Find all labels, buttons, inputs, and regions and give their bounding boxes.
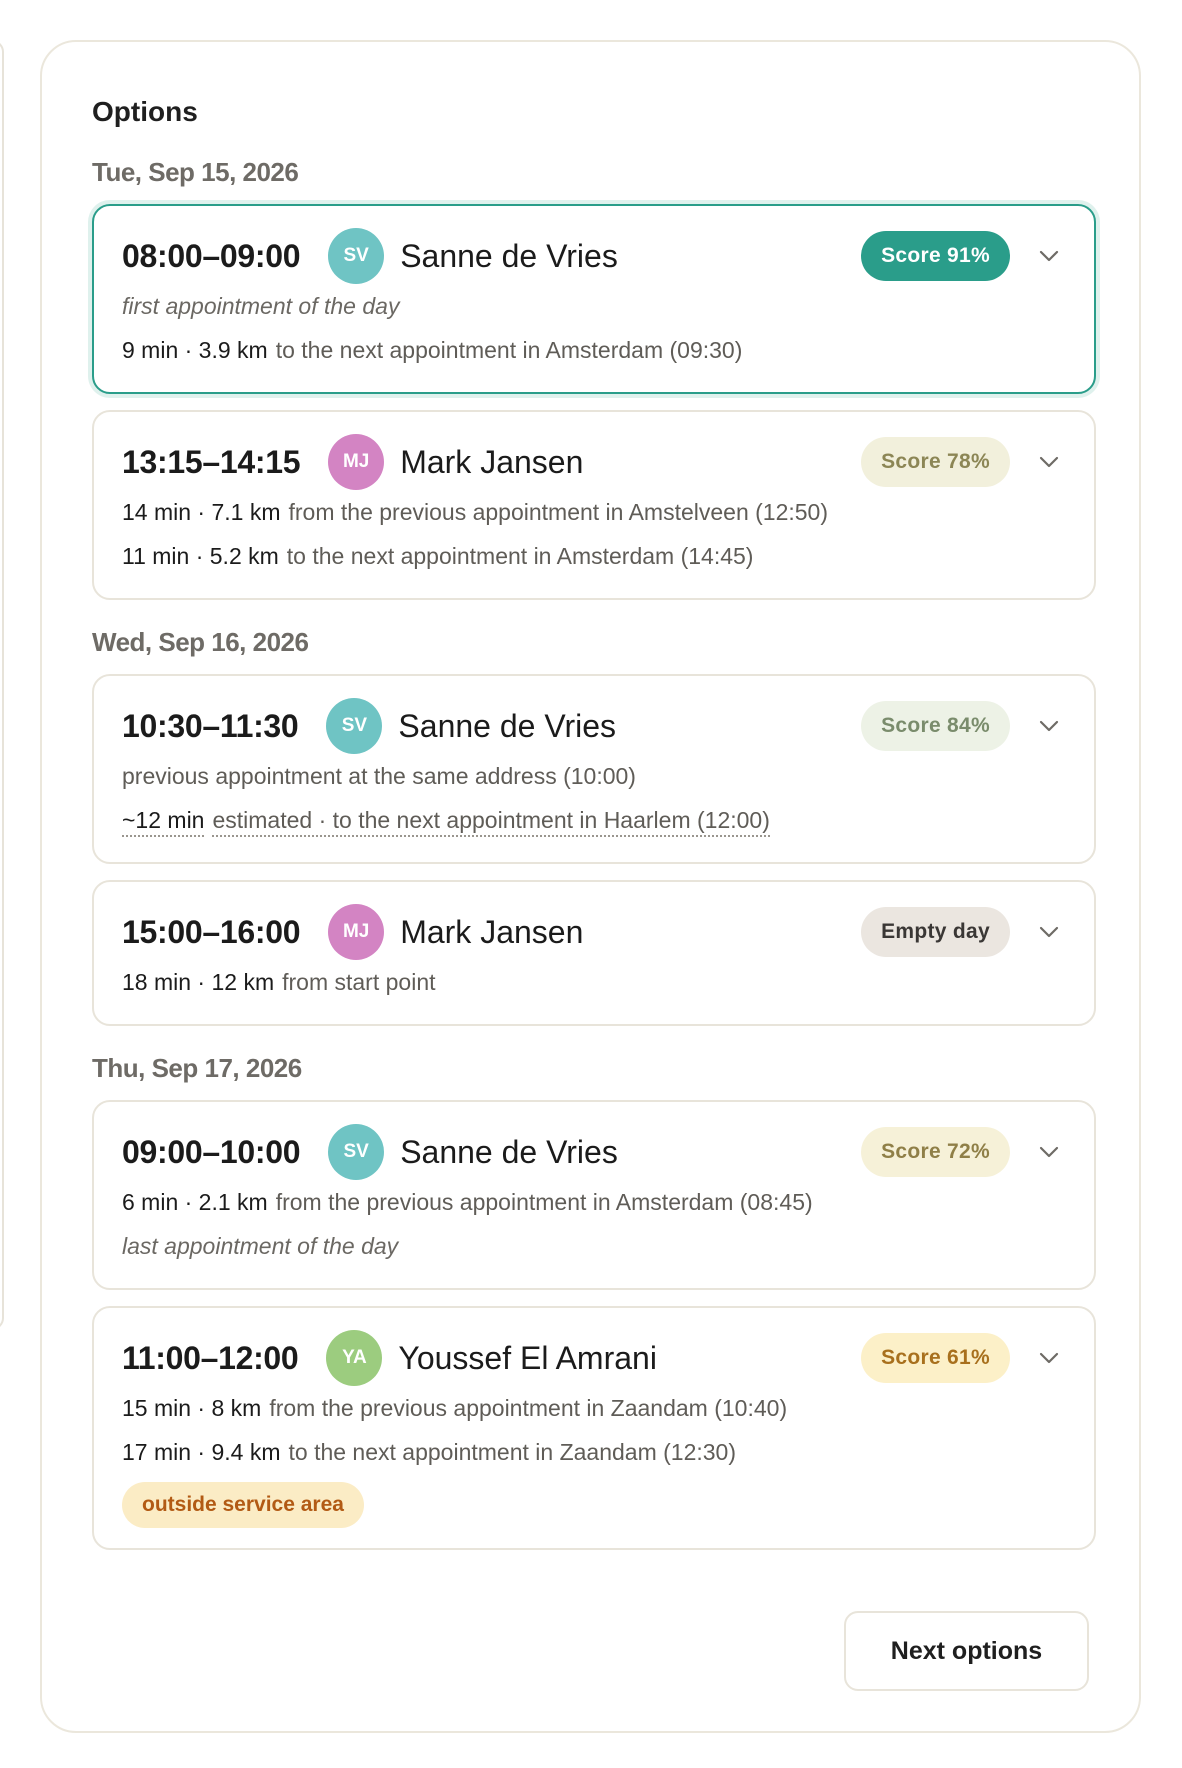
travel-previous [122,490,1066,534]
travel-time-distance: 14 min · 7.1 km [122,499,281,525]
travel-description: from the previous appointment in Zaandam (10:40) [269,1395,788,1421]
technician-name: Sanne de Vries [400,1133,618,1170]
chevron-down-icon[interactable] [1032,915,1066,949]
travel-time-distance: 9 min · 3.9 km [122,337,268,363]
empty-day-badge: Empty day [861,907,1010,957]
time-slot: 09:00–10:00 [122,1133,301,1170]
day-label: Tue, Sep 15, 2026 [92,157,299,187]
travel-next [122,534,1066,578]
travel-time-estimate: ~12 min [122,807,204,837]
option-card[interactable] [92,204,1096,394]
score-badge: Score 91% [861,231,1010,281]
time-slot: 13:15–14:15 [122,443,301,480]
option-card[interactable] [92,674,1096,864]
same-address-note: previous appointment at the same address (10:00) [122,763,636,789]
time-slot: 11:00–12:00 [122,1339,299,1376]
travel-next [122,1430,1066,1474]
travel-from-start [122,960,1066,1004]
travel-description: from the previous appointment in Amsterdam (08:45) [275,1189,813,1215]
option-card[interactable] [92,1306,1096,1550]
travel-description: to the next appointment in Zaandam (12:30) [288,1439,737,1465]
technician-name: Sanne de Vries [398,707,617,744]
option-card[interactable] [92,1100,1096,1290]
travel-description: to the next appointment in Amsterdam (09:30) [275,337,743,363]
next-options-button[interactable]: Next options [844,1611,1089,1691]
travel-time-distance: 11 min · 5.2 km [122,543,279,569]
adjacent-panel-edge [0,40,4,1330]
travel-description: from the previous appointment in Amstelveen (12:50) [288,499,829,525]
chevron-down-icon[interactable] [1032,1341,1066,1375]
chevron-down-icon[interactable] [1032,709,1066,743]
travel-description: estimated · to the next appointment in Haarlem (12:00) [212,807,769,837]
travel-time-distance: 17 min · 9.4 km [122,1439,281,1465]
score-badge: Score 61% [861,1333,1010,1383]
option-card[interactable] [92,410,1096,600]
day-label: Wed, Sep 16, 2026 [92,627,309,657]
travel-previous [122,1180,1066,1224]
travel-previous [122,1386,1066,1430]
travel-description: from start point [282,969,436,995]
panel-title: Options [92,96,198,127]
first-appointment-note: first appointment of the day [122,293,400,319]
technician-name: Mark Jansen [400,913,584,950]
time-slot: 08:00–09:00 [122,237,301,274]
outside-service-area-tag: outside service area [122,1482,364,1528]
travel-time-distance: 18 min · 12 km [122,969,275,995]
travel-time-distance: 6 min · 2.1 km [122,1189,268,1215]
avatar: SV [326,698,382,754]
options-panel [40,40,1141,1733]
avatar: SV [328,228,384,284]
travel-description: to the next appointment in Amsterdam (14:45) [286,543,754,569]
avatar: MJ [328,434,384,490]
time-slot: 15:00–16:00 [122,913,301,950]
travel-time-distance: 15 min · 8 km [122,1395,262,1421]
score-badge: Score 72% [861,1127,1010,1177]
score-badge: Score 78% [861,437,1010,487]
chevron-down-icon[interactable] [1032,445,1066,479]
travel-next [122,328,1066,372]
chevron-down-icon[interactable] [1032,239,1066,273]
travel-next-estimated [122,798,1066,842]
day-label: Thu, Sep 17, 2026 [92,1053,302,1083]
option-card[interactable] [92,880,1096,1026]
avatar: SV [328,1124,384,1180]
avatar: YA [326,1330,382,1386]
score-badge: Score 84% [861,701,1010,751]
avatar: MJ [328,904,384,960]
technician-name: Youssef El Amrani [398,1339,657,1376]
technician-name: Sanne de Vries [400,237,618,274]
chevron-down-icon[interactable] [1032,1135,1066,1169]
time-slot: 10:30–11:30 [122,707,299,744]
last-appointment-note: last appointment of the day [122,1233,399,1259]
technician-name: Mark Jansen [400,443,584,480]
